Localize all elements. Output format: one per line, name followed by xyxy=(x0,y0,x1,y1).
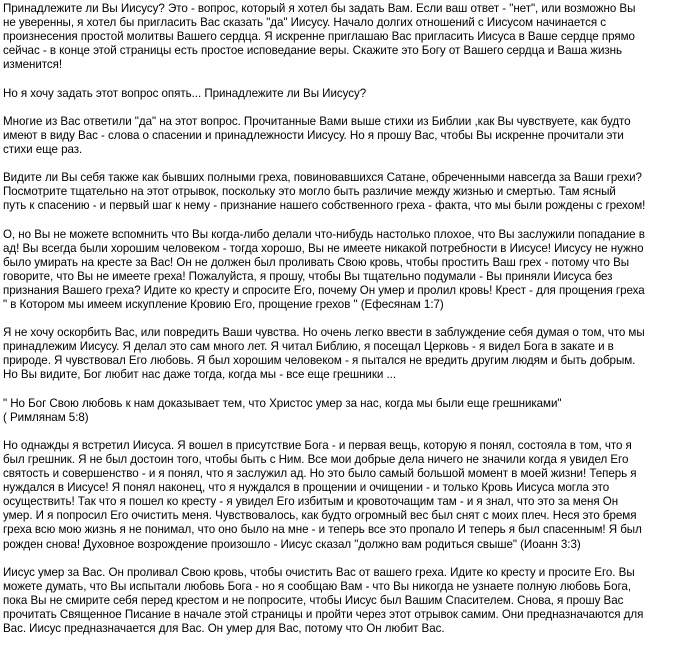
text-line: говорите, что Вы не имеете греха! Пожалуйста, я прошу, чтобы Вы тщательно подумали - Вы приняли Иисуса без xyxy=(3,269,613,283)
paragraph-met-jesus xyxy=(3,439,688,552)
text-line: прочитать Священное Писание в начале этой страницы и пройти через этот отрывок самим. Они предназначаются для xyxy=(3,608,644,622)
text-line: рожден снова! Духовное возрождение произошло - Иисус сказал "должно вам родиться свыше" (Иоанн 3:3) xyxy=(3,537,581,551)
paragraph-see-yourself xyxy=(3,171,688,213)
text-line: Я не хочу оскорбить Вас, или повредить Ваши чувства. Но очень легко ввести в заблуждение себя думая о том, что мы xyxy=(3,326,645,340)
text-line: стихи еще раз. xyxy=(3,142,83,156)
text-line: О, но Вы не можете вспомнить что Вы когда-либо делали что-нибудь настолько плохое, что Вы заслужили попадание в xyxy=(3,227,645,241)
text-line: греха всю мою жизнь я не понимал, что оно было на мне - и теперь все это пропало И теперь я был спасенным! Я был xyxy=(3,523,642,537)
text-line: не уверенны, я хотел бы пригласить Вас сказать "да" Иисусу. Начало долгих отношений с Иисусом начинается с xyxy=(3,16,606,30)
text-line: природе. Я чувствовал Его любовь. Я был хорошим человеком - я пытался не вредить другим людям и быть добрым. xyxy=(3,354,636,368)
text-line: ( Римлянам 5:8) xyxy=(3,410,89,424)
paragraph-question-again xyxy=(3,87,688,101)
text-line: имеют в виду Вас - слова о спасении и принадлежности Иисусу. Но я прошу Вас, чтобы Вы искренне прочитали эти xyxy=(3,128,624,142)
text-line: умер. И я попросил Его очистить меня. Чувствовалось, как будто огромный вес был снят с моих плеч. Неся это бремя xyxy=(3,509,637,523)
document-body xyxy=(3,2,688,650)
text-line: принадлежим Иисусу. Я делал это сам много лет. Я читал Библию, я посещал Церковь - я видел Бога в закате и в xyxy=(3,340,614,354)
text-line: пока Вы не смирите себя перед крестом и не попросите, чтобы Иисус был Вашим Спасителем. Снова, я прошу Вас xyxy=(3,593,624,607)
text-line: " в Котором мы имеем искупление Кровию Его, прощение грехов " (Ефесянам 1:7) xyxy=(3,297,444,311)
text-line: нуждался в Иисусе! Я понял наконец, что я нуждался в прощении и очищении - и только Кровь Иисуса могла это xyxy=(3,481,610,495)
paragraph-died-for-you xyxy=(3,566,688,636)
text-line: был грешник. Я не был достоин того, чтобы быть с Ним. Все мои добрые дела ничего не значили когда я увидел Его xyxy=(3,453,629,466)
text-line: святость и совершенство - и я понял, что я заслужил ад. Но это было самый большой момент в моей жизни! Теперь я xyxy=(3,467,637,481)
text-line: произнесения простой молитвы Вашего сердца. Я искренне приглашаю Вас пригласить Иисуса в Ваше сердце прямо xyxy=(3,30,635,44)
text-line: сейчас - в конце этой страницы есть простое исповедание веры. Скажите это Богу от Вашего сердца и Ваша жизнь xyxy=(3,44,623,58)
text-line: Но я хочу задать этот вопрос опять... Принадлежите ли Вы Иисусу? xyxy=(3,86,367,100)
text-line: осуществить! Так что я пошел ко кресту - я увидел Его избитым и кровоточащим там - и я знал, что это за меня Он xyxy=(3,495,619,509)
text-line: Вас. Иисус предназначается для Вас. Он умер для Вас, потому что Он любит Вас. xyxy=(3,622,445,636)
text-line: Посмотрите тщательно на этот отрывок, поскольку это могло быть различие между жизнью и смертью. Там ясный xyxy=(3,185,616,199)
text-line: было умирать на кресте за Вас! Он не должен был проливать Свою кровь, чтобы простить Ваш грех - потому что Вы xyxy=(3,255,630,269)
text-line: можете думать, что Вы испытали любовь Бога - но я сообщаю Вам - что Вы никогда не узнаете полную любовь Бога, xyxy=(3,579,631,593)
paragraph-intro xyxy=(3,2,688,72)
paragraph-quote-romans xyxy=(3,397,688,425)
text-line: Видите ли Вы себя также как бывших полными греха, повиновавшихся Сатане, обреченными навсегда за Ваши грехи? xyxy=(3,171,642,185)
paragraph-not-offend xyxy=(3,326,688,382)
text-line: изменится! xyxy=(3,58,63,72)
paragraph-cannot-remember xyxy=(3,228,688,313)
text-line: признания Вашего греха? Идите ко кресту и спросите Его, почему Он умер и пролил кровь! Крест - для прощения греха xyxy=(3,283,645,297)
paragraph-many-answered xyxy=(3,115,688,157)
text-line: путь к спасению - и первый шаг к нему - признание нашего собственного греха - факта, что мы были рождены с грехом! xyxy=(3,199,646,213)
text-line: Но Вы видите, Бог любит нас даже тогда, когда мы - все еще грешники ... xyxy=(3,368,396,382)
text-line: Многие из Вас ответили "да" на этот вопрос. Прочитанные Вами выше стихи из Библии ,как Вы чувствуете, как будто xyxy=(3,114,631,128)
text-line: ад! Вы всегда были хорошим человеком - тогда хорошо, Вы не имеете никакой потребности в Иисусе! Иисусу не нужно xyxy=(3,241,644,255)
text-line: Но однажды я встретил Иисуса. Я вошел в присутствие Бога - и первая вещь, которую я понял, состояла в том, что я xyxy=(3,438,632,452)
text-line: Иисус умер за Вас. Он проливал Свою кровь, чтобы очистить Вас от вашего греха. Идите ко кресту и просите Его. Вы xyxy=(3,565,635,579)
text-line: Принадлежите ли Вы Иисусу? Это - вопрос, который я хотел бы задать Вам. Если ваш ответ - "нет", или возможно Вы xyxy=(3,2,636,15)
text-line: " Но Бог Свою любовь к нам доказывает тем, что Христос умер за нас, когда мы были еще грешниками" xyxy=(3,396,562,410)
